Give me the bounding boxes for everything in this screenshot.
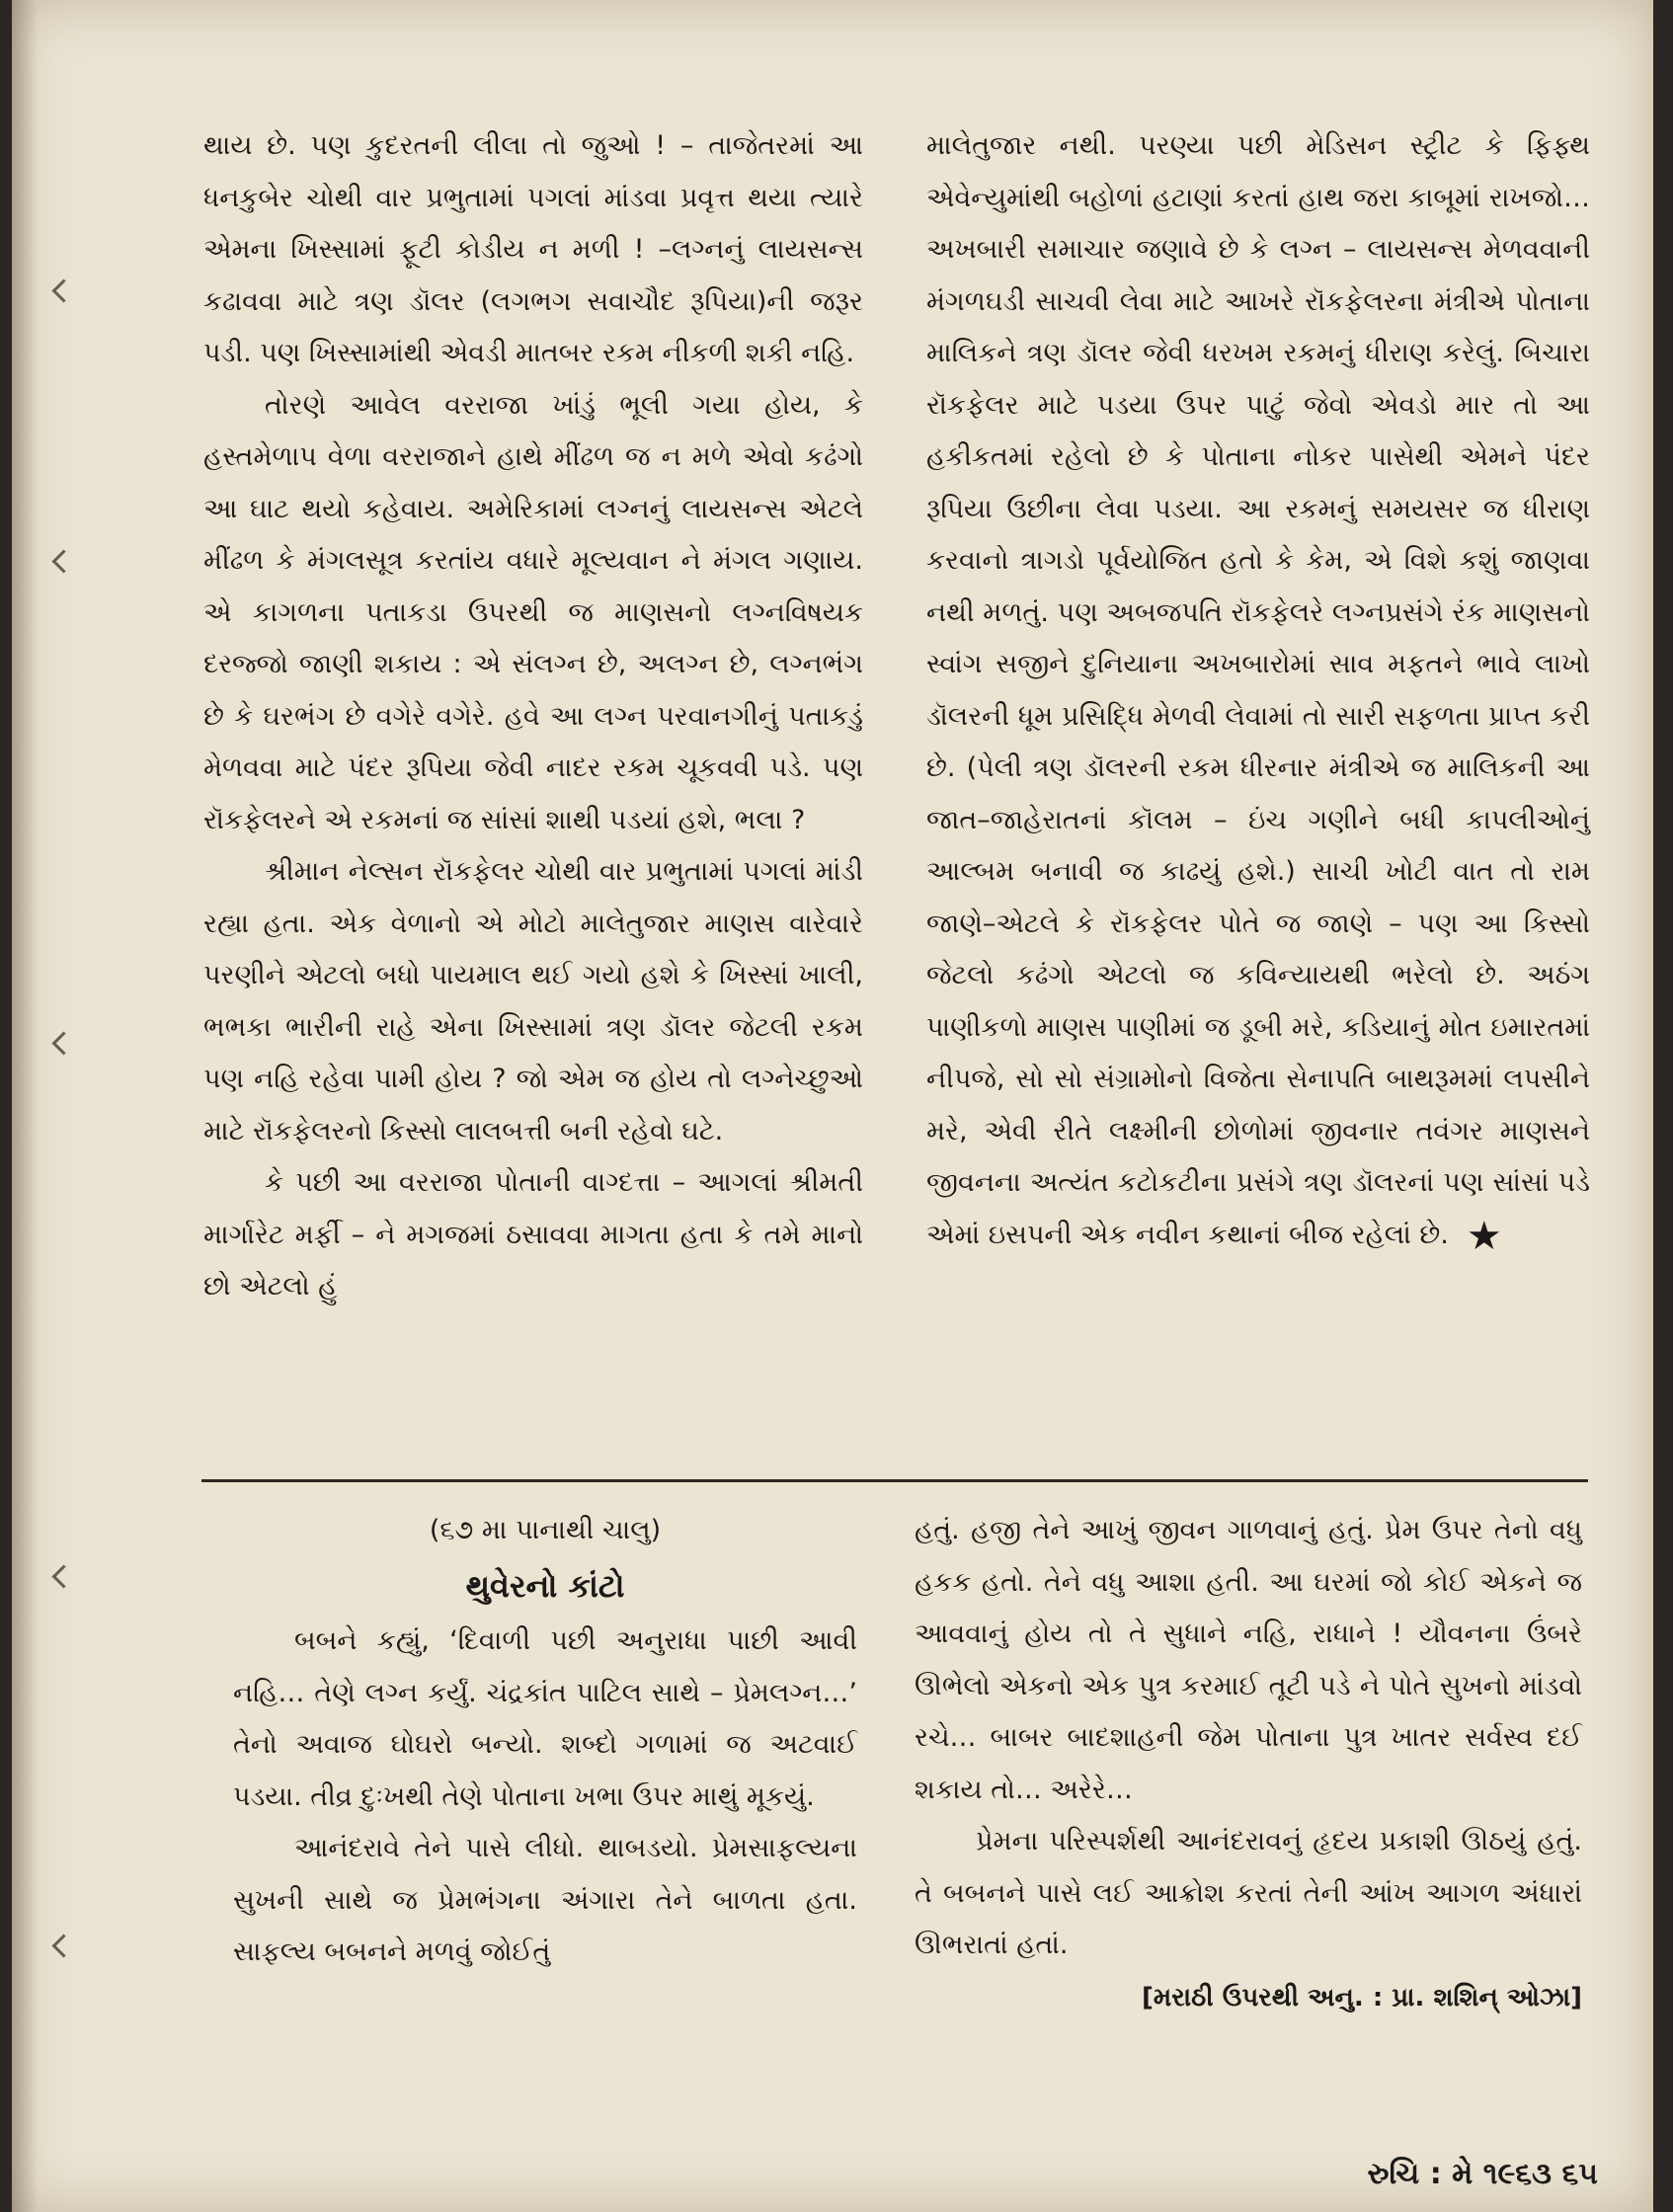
star-icon: ★ <box>1466 1213 1502 1259</box>
margin-mark <box>51 549 75 573</box>
translator-credit: [મરાઠી ઉપરથી અનુ. : પ્રા. શશિન્ ઓઝા] <box>1142 1982 1582 2013</box>
article-column-right <box>926 120 1590 1261</box>
paragraph: હતું. હજી તેને આખું જીવન ગાળવાનું હતું. પ્રેમ ઉપર તેનો વધુ હકક હતો. તેને વધુ આશા હતી. આ ઘરમાં જો કોઈ એકને જ આવવાનું હોય તો તે સુધાને નહિ, રાધાને ! યૌવનના ઉંબરે ઊભેલો એકનો એક પુત્ર કરમાઈ તૂટી પડે ને પોતે સુખનો માંડવો રચે… બાબર બાદશાહની જેમ પોતાના પુત્ર ખાતર સર્વસ્વ દઈ શકાય તો… અરેરે… <box>915 1515 1582 1805</box>
story-title: થુવેરનો કાંટો <box>465 1567 625 1605</box>
paragraph: શ્રીમાન નેલ્સન રૉકફેલર ચોથી વાર પ્રભુતામાં પગલાં માંડી રહ્યા હતા. એક વેળાનો એ મોટો માલેતુજાર માણસ વારેવારે પરણીને એટલો બધો પાયમાલ થઈ ગયો હશે કે ખિસ્સાં ખાલી, ભભકા ભારીની રાહે એના ખિસ્સામાં ત્રણ ડૉલર જેટલી રકમ પણ નહિ રહેવા પામી હોય ? જો એમ જ હોય તો લગ્નેચ્છુઓ માટે રૉકફેલરનો કિસ્સો લાલબત્તી બની રહેવો ઘટે. <box>203 856 863 1146</box>
margin-mark <box>51 1031 75 1055</box>
section-divider <box>201 1479 1588 1482</box>
magazine-page <box>12 0 1653 2212</box>
continued-note: (૬૭ મા પાનાથી ચાલુ) <box>429 1515 662 1545</box>
story-column-right <box>915 1505 1582 2023</box>
margin-mark <box>51 1564 75 1588</box>
margin-mark <box>51 1934 75 1957</box>
page-footer: રુચિ : મે ૧૯૬૩ ૬૫ <box>1367 2157 1598 2191</box>
paragraph: થાય છે. પણ કુદરતની લીલા તો જુઓ ! – તાજેતરમાં આ ધનકુબેર ચોથી વાર પ્રભુતામાં પગલાં માંડવા પ્રવૃત્ત થયા ત્યારે એમના ખિસ્સામાં ફૂટી કોડીય ન મળી ! –લગ્નનું લાયસન્સ કઢાવવા માટે ત્રણ ડૉલર (લગભગ સવાચૌદ રૂપિયા)ની જરૂર પડી. પણ ખિસ્સામાંથી એવડી માતબર રકમ નીકળી શકી નહિ. <box>203 130 863 368</box>
article-column-left <box>203 120 863 1313</box>
paragraph: બબને કહ્યું, ‘દિવાળી પછી અનુરાધા પાછી આવી નહિ… તેણે લગ્ન કર્યું. ચંદ્રકાંત પાટિલ સાથે – પ્રેમલગ્ન…’ તેનો અવાજ ઘોઘરો બન્યો. શબ્દો ગળામાં જ અટવાઈ પડયા. તીવ્ર દુઃખથી તેણે પોતાના ખભા ઉપર માથું મૂકયું. <box>233 1625 857 1812</box>
paragraph-text: માલેતુજાર નથી. પરણ્યા પછી મેડિસન સ્ટ્રીટ કે ફિફ્થ એવેન્યુમાંથી બહોળાં હટાણાં કરતાં હાથ જરા કાબૂમાં રાખજો… અખબારી સમાચાર જણાવે છે કે લગ્ન – લાયસન્સ મેળવવાની મંગળઘડી સાચવી લેવા માટે આખરે રૉકફેલરના મંત્રીએ પોતાના માલિકને ત્રણ ડૉલર જેવી ધરખમ રકમનું ધીરાણ કરેલું. બિચારા રૉકફેલર માટે પડયા ઉપર પાટું જેવો એવડો માર તો આ હકીકતમાં રહેલો છે કે પોતાના નોકર પાસેથી એમને પંદર રૂપિયા ઉછીના લેવા પડયા. આ રકમનું સમયસર જ ધીરાણ કરવાનો ત્રાગડો પૂર્વયોજિત હતો કે કેમ, એ વિશે કશું જાણવા નથી મળતું. પણ અબજપતિ રૉકફેલરે લગ્નપ્રસંગે રંક માણસનો સ્વાંગ સજીને દુનિયાના અખબારોમાં સાવ મફતને ભાવે લાખો ડૉલરની ધૂમ પ્રસિદ્ધિ મેળવી લેવામાં તો સારી સફળતા પ્રાપ્ત કરી છે. (પેલી ત્રણ ડૉલરની રકમ ધીરનાર મંત્રીએ જ માલિકની આ જાત–જાહેરાતનાં કૉલમ – ઇંચ ગણીને બધી કાપલીઓનું આલ્બમ બનાવી જ કાઢયું હશે.) સાચી ખોટી વાત તો રામ જાણે–એટલે કે રૉકફેલર પોતે જ જાણે – પણ આ કિસ્સો જેટલો કઢંગો એટલો જ કવિન્યાયથી ભરેલો છે. અઠંગ પાણીકળો માણસ પાણીમાં જ ડૂબી મરે, કડિયાનું મોત ઇમારતમાં નીપજે, સો સો સંગ્રામોનો વિજેતા સેનાપતિ બાથરૂમમાં લપસીને મરે, એવી રીતે લક્ષ્મીની છોળોમાં જીવનાર તવંગર માણસને જીવનના અત્યંત કટોકટીના પ્રસંગે ત્રણ ડૉલરનાં પણ સાંસાં પડે એમાં ઇસપની એક નવીન કથાનાં બીજ રહેલાં છે. <box>926 130 1590 1250</box>
paragraph: આનંદરાવે તેને પાસે લીધો. થાબડયો. પ્રેમસાફલ્યના સુખની સાથે જ પ્રેમભંગના અંગારા તેને બાળતા હતા. સાફલ્ય બબનને મળવું જોઈતું <box>233 1833 857 1967</box>
paragraph <box>926 120 1590 1261</box>
paragraph: પ્રેમના પરિસ્પર્શથી આનંદરાવનું હૃદય પ્રકાશી ઊઠયું હતું. તે બબનને પાસે લઈ આક્રોશ કરતાં તેની આંખ આગળ અંધારાં ઊભરાતાં હતાં. <box>915 1826 1582 1960</box>
paragraph: તોરણે આવેલ વરરાજા ખાંડું ભૂલી ગયા હોય, કે હસ્તમેળાપ વેળા વરરાજાને હાથે મીંઢળ જ ન મળે એવો કઢંગો આ ઘાટ થયો કહેવાય. અમેરિકામાં લગ્નનું લાયસન્સ એટલે મીંઢળ કે મંગલસૂત્ર કરતાંય વધારે મૂલ્યવાન ને મંગલ ગણાય. એ કાગળના પતાકડા ઉપરથી જ માણસનો લગ્નવિષયક દરજ્જો જાણી શકાય : એ સંલગ્ન છે, અલગ્ન છે, લગ્નભંગ છે કે ઘરભંગ છે વગેરે વગેરે. હવે આ લગ્ન પરવાનગીનું પતાકડું મેળવવા માટે પંદર રૂપિયા જેવી નાદર રકમ ચૂકવવી પડે. પણ રૉકફેલરને એ રકમનાં જ સાંસાં શાથી પડયાં હશે, ભલા ? <box>203 389 863 835</box>
story-column-left <box>233 1505 857 1979</box>
margin-mark <box>51 278 75 302</box>
paragraph: કે પછી આ વરરાજા પોતાની વાગ્દત્તા – આગલાં શ્રીમતી માર્ગારેટ મર્ફી – ને મગજમાં ઠસાવવા માગતા હતા કે તમે માનો છો એટલો હું <box>203 1167 863 1302</box>
